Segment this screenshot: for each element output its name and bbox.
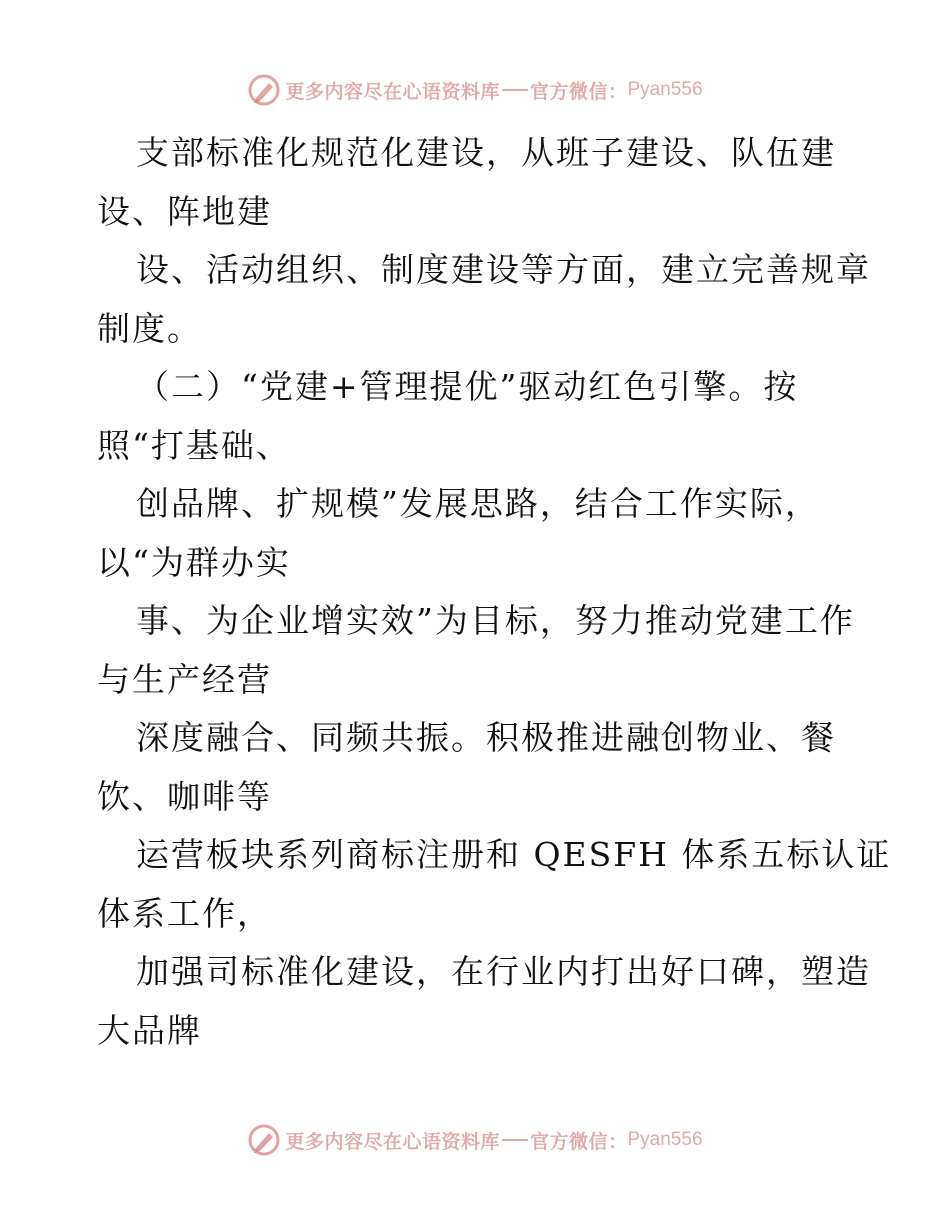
body-line: 设、活动组织、制度建设等方面，建立完善规章: [136, 250, 871, 289]
body-line: 大品牌: [97, 1010, 202, 1050]
watermark-brand: 更多内容尽在心语资料库: [285, 1130, 500, 1153]
watermark-account: Pyan556: [627, 1129, 703, 1150]
body-line: 事、为企业增实效”为目标，努力推动党建工作: [136, 601, 855, 640]
body-line: 体系工作，: [97, 893, 272, 933]
body-line: 深度融合、同频共振。积极推进融创物业、餐: [136, 718, 836, 757]
watermark-official: 官方微信：: [529, 80, 628, 103]
header-watermark: [0, 70, 950, 110]
footer-watermark: [0, 1120, 950, 1160]
watermark-account: Pyan556: [627, 79, 703, 100]
body-line: 设、阵地建: [97, 191, 272, 231]
body-line: 与生产经营: [97, 659, 272, 699]
watermark-dash: [502, 89, 528, 91]
document-body: [97, 124, 892, 1060]
watermark-official: 官方微信：: [529, 1130, 628, 1153]
watermark-brand: 更多内容尽在心语资料库: [285, 80, 500, 103]
body-line: 运营板块系列商标注册和 QESFH 体系五标认证: [136, 835, 892, 874]
body-line: 支部标准化规范化建设，从班子建设、队伍建: [136, 133, 836, 172]
watermark-dash: [502, 1139, 528, 1141]
body-line: 加强司标准化建设，在行业内打出好口碑，塑造: [136, 952, 871, 991]
body-line: 创品牌、扩规模”发展思路，结合工作实际，: [136, 484, 820, 523]
body-line: 以“为群办实: [97, 542, 291, 582]
pen-logo-icon: [247, 73, 281, 107]
body-line: 制度。: [97, 308, 202, 348]
body-line: 饮、咖啡等: [97, 776, 272, 816]
body-line: （二）“党建+管理提优”驱动红色引擎。按: [136, 367, 799, 406]
pen-logo-icon: [247, 1123, 281, 1157]
body-line: 照“打基础、: [97, 425, 291, 465]
